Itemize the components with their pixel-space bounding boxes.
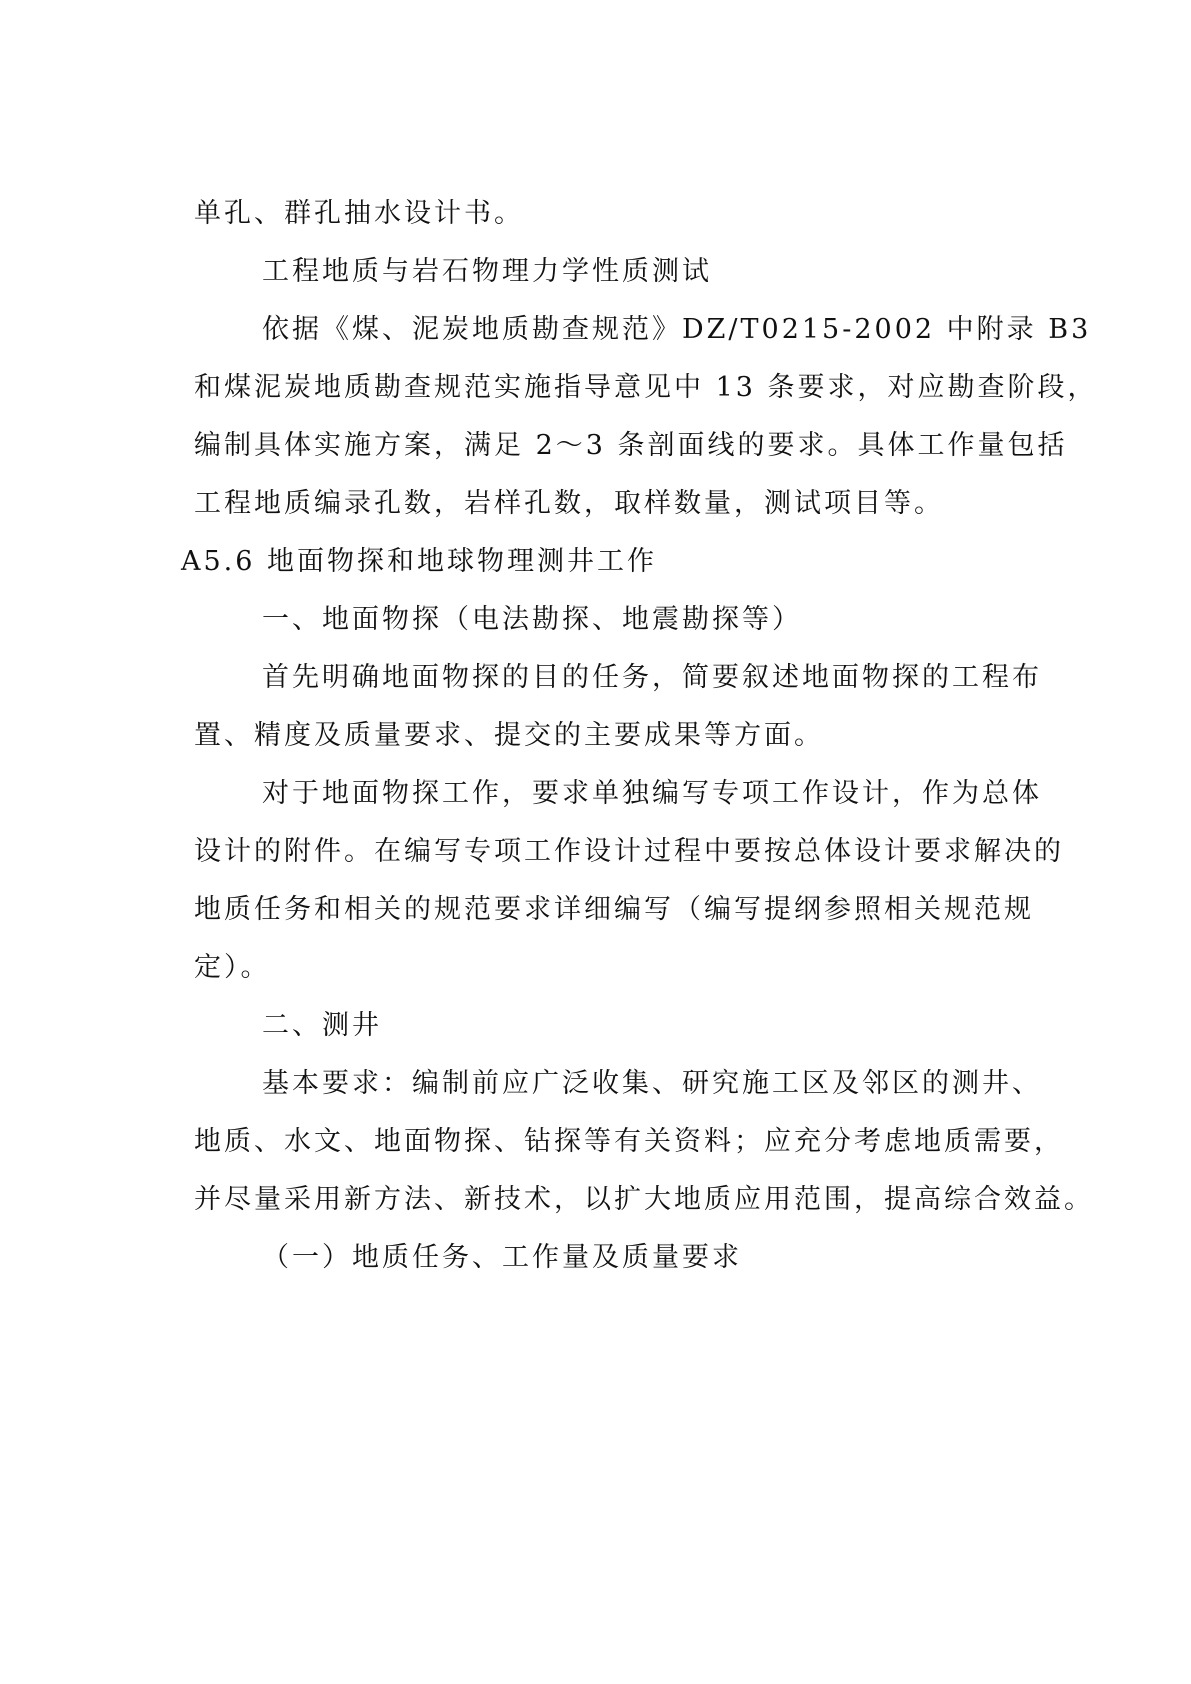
subsection-heading: 二、测井 <box>262 1010 382 1041</box>
body-line: 设计的附件。在编写专项工作设计过程中要按总体设计要求解决的 <box>194 836 1064 867</box>
body-line: 地质、水文、地面物探、钻探等有关资料；应充分考虑地质需要， <box>194 1126 1064 1157</box>
body-line: 工程地质编录孔数，岩样孔数，取样数量，测试项目等。 <box>194 488 944 519</box>
body-line: 依据《煤、泥炭地质勘查规范》DZ/T0215-2002 中附录 B3 <box>262 314 1092 345</box>
subsection-heading: （一）地质任务、工作量及质量要求 <box>262 1242 742 1273</box>
body-line: 对于地面物探工作，要求单独编写专项工作设计，作为总体 <box>262 778 1042 809</box>
body-line: 和煤泥炭地质勘查规范实施指导意见中 13 条要求，对应勘查阶段， <box>194 372 1098 403</box>
body-line: 编制具体实施方案，满足 2～3 条剖面线的要求。具体工作量包括 <box>194 430 1068 461</box>
section-subtitle: 工程地质与岩石物理力学性质测试 <box>262 256 712 287</box>
body-line: 基本要求：编制前应广泛收集、研究施工区及邻区的测井、 <box>262 1068 1042 1099</box>
body-line: 并尽量采用新方法、新技术，以扩大地质应用范围，提高综合效益。 <box>194 1184 1094 1215</box>
body-line: 定）。 <box>194 952 271 983</box>
section-heading: A5.6 地面物探和地球物理测井工作 <box>181 546 658 577</box>
subsection-heading: 一、地面物探（电法勘探、地震勘探等） <box>262 604 802 635</box>
body-line: 首先明确地面物探的目的任务，简要叙述地面物探的工程布 <box>262 662 1042 693</box>
body-line: 地质任务和相关的规范要求详细编写（编写提纲参照相关规范规 <box>194 894 1034 925</box>
body-line: 置、精度及质量要求、提交的主要成果等方面。 <box>194 720 824 751</box>
body-line: 单孔、群孔抽水设计书。 <box>194 198 524 229</box>
